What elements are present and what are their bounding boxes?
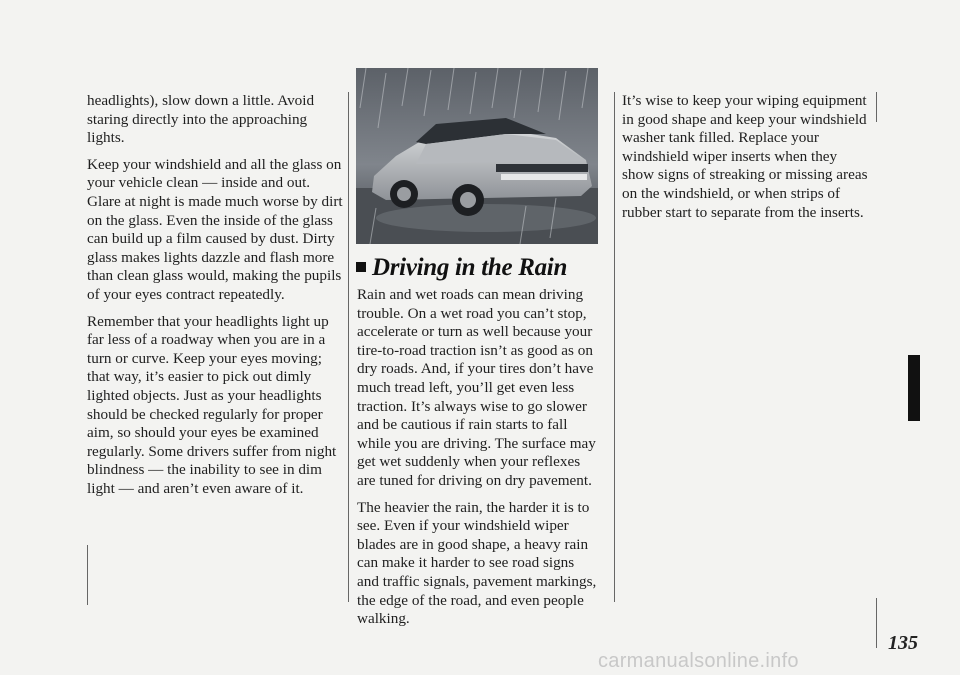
page-number: 135 [888,632,918,654]
column-rule [87,545,88,605]
column-rule [876,92,877,122]
section-heading [356,253,606,283]
watermark: carmanualsonline.info [598,650,799,672]
paragraph: Rain and wet roads can mean driving trouble. On a wet road you can’t stop, accelerate or turn as well because your tire-to-road traction isn’t as good as on dry roads. And, if your tires don’t have much tread left, you’ll get even less traction. It’s always wise to go slower and be cautious if rain starts to fall while you are driving. The surface may get wet suddenly when your reflexes are tuned for driving on dry pavement. [357,286,596,489]
paragraph: It’s wise to keep your wiping equipment in good shape and keep your windshield washer tank filled. Replace your windshield wiper inserts when they show signs of streaking or missing areas on the windshield, or when strips of rubber start to separate from the inserts. [622,92,868,221]
text-column-middle [357,286,597,637]
column-rule [348,92,349,602]
car-in-rain-photo [356,68,598,244]
square-bullet-icon [356,262,366,272]
paragraph: Remember that your headlights light up far less of a roadway when you are in a turn or curve. Keep your eyes moving; that way, it’s easier to pick out dimly lighted objects. Just as your headlights should be checked regularly for proper aim, so should your eyes be examined regularly. Some drivers suffer from night blindness — the inability to see in dim light — and aren’t even aware of it. [87,312,337,497]
section-heading-text: Driving in the Rain [372,254,568,281]
paragraph: Keep your windshield and all the glass on your vehicle clean — inside and out. Glare at night is made much worse by dirt on the glass. Even the inside of the glass can build up a film caused by dust. Dirty glass makes lights dazzle and flash more than clean glass would, making the pupils of your eyes contract repeatedly. [87,155,343,303]
paragraph: The heavier the rain, the harder it is to see. Even if your windshield wiper blades are in good shape, a heavy rain can make it harder to see road signs and traffic signals, pavement markings, the edge of the road, and even people walking. [357,498,597,628]
column-rule [876,598,877,648]
paragraph: headlights), slow down a little. Avoid staring directly into the approaching lights. [87,92,315,147]
text-column-left [87,92,345,506]
column-rule [614,92,615,602]
text-column-right [622,92,872,230]
section-tab-marker [908,355,920,421]
